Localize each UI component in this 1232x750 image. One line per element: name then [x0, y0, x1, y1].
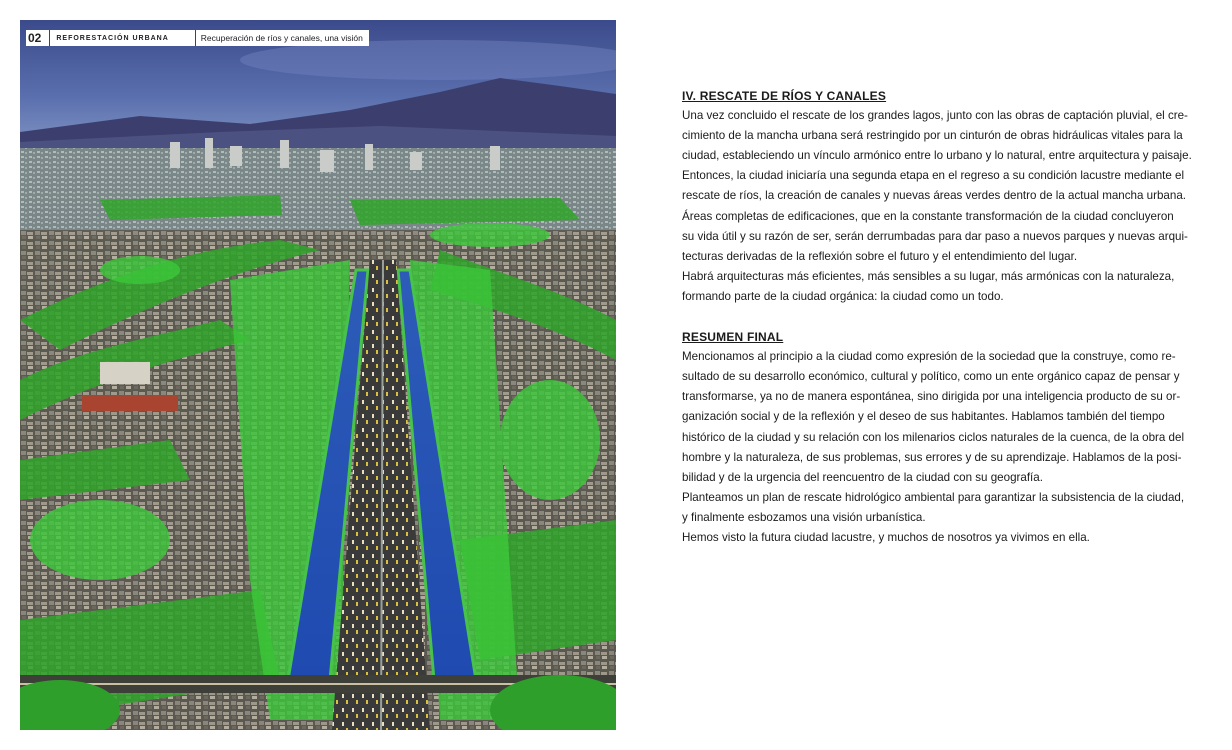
paragraph-line: Mencionamos al principio a la ciudad como expresión de la sociedad que la construye, como re-: [682, 350, 1176, 364]
section-heading: IV. RESCATE DE RÍOS Y CANALES: [682, 89, 887, 103]
paragraph-line: Entonces, la ciudad iniciaría una segunda etapa en el regreso a su condición lacustre mediante el: [682, 169, 1185, 183]
body-text-column: [682, 86, 1192, 568]
paragraph-line: rescate de ríos, la creación de canales y nuevas áreas verdes dentro de la actual mancha urbana.: [682, 189, 1186, 203]
section-heading: RESUMEN FINAL: [682, 330, 784, 345]
paragraph-line: Hemos visto la futura ciudad lacustre, y muchos de nosotros ya vivimos en ella.: [682, 530, 1090, 544]
section-rescate: [682, 86, 1192, 307]
paragraph-line: Una vez concluido el rescate de los grandes lagos, junto con las obras de captación pluvial, el cre-: [682, 109, 1188, 123]
figure-title: Recuperación de ríos y canales, una visión: [200, 33, 363, 43]
section-resumen: [682, 327, 1184, 548]
paragraph-line: su vida útil y su razón de ser, serán derrumbadas para dar paso a nuevos parques y nuevas arqui-: [682, 229, 1188, 243]
paragraph-line: transformarse, ya no de manera espontánea, sino dirigida por una inteligencia producto de su or-: [682, 390, 1181, 404]
figure-caption-tag: [26, 30, 369, 46]
paragraph-line: Habrá arquitecturas más eficientes, más sensibles a su lugar, más armónicas con la naturaleza,: [682, 269, 1175, 283]
paragraph-line: ganización social y de la reflexión y el deseo de sus habitantes. Hablamos también del tiempo: [682, 410, 1165, 424]
paragraph-line: sultado de su desarrollo económico, cultural y político, como un ente orgánico capaz de pensar y: [682, 370, 1180, 384]
paragraph-line: y finalmente esbozamos una visión urbanística.: [682, 510, 926, 524]
paragraph-line: formando parte de la ciudad orgánica: la ciudad como un todo.: [682, 289, 1004, 303]
section-label: REFORESTACIÓN URBANA: [50, 30, 195, 46]
paragraph-line: ciudad, estableciendo un vínculo armónico entre lo urbano y lo natural, entre arquitectura y paisaje.: [682, 149, 1192, 163]
paragraph-line: histórico de la ciudad y su relación con los milenarios ciclos naturales de la cuenca, de la obra del: [682, 430, 1185, 444]
paragraph-line: cimiento de la mancha urbana será restringido por un cinturón de obras hidráulicas vitales para la: [682, 129, 1183, 143]
aerial-city-illustration: [20, 20, 616, 730]
paragraph-line: hombre y la naturaleza, de sus problemas, sus errores y de su aprendizaje. Hablamos de la posi-: [682, 450, 1182, 464]
figure-number: 02: [26, 30, 50, 46]
paragraph-line: bilidad y de la urgencia del reencuentro de la ciudad con su geografía.: [682, 470, 1043, 484]
paragraph-line: Áreas completas de edificaciones, que en la constante transformación de la ciudad concluyeron: [682, 209, 1174, 223]
paragraph-line: tecturas derivadas de la reflexión sobre el futuro y el entendimiento del lugar.: [682, 249, 1078, 263]
paragraph-line: Planteamos un plan de rescate hidrológico ambiental para garantizar la subsistencia de la ciudad,: [682, 490, 1185, 504]
